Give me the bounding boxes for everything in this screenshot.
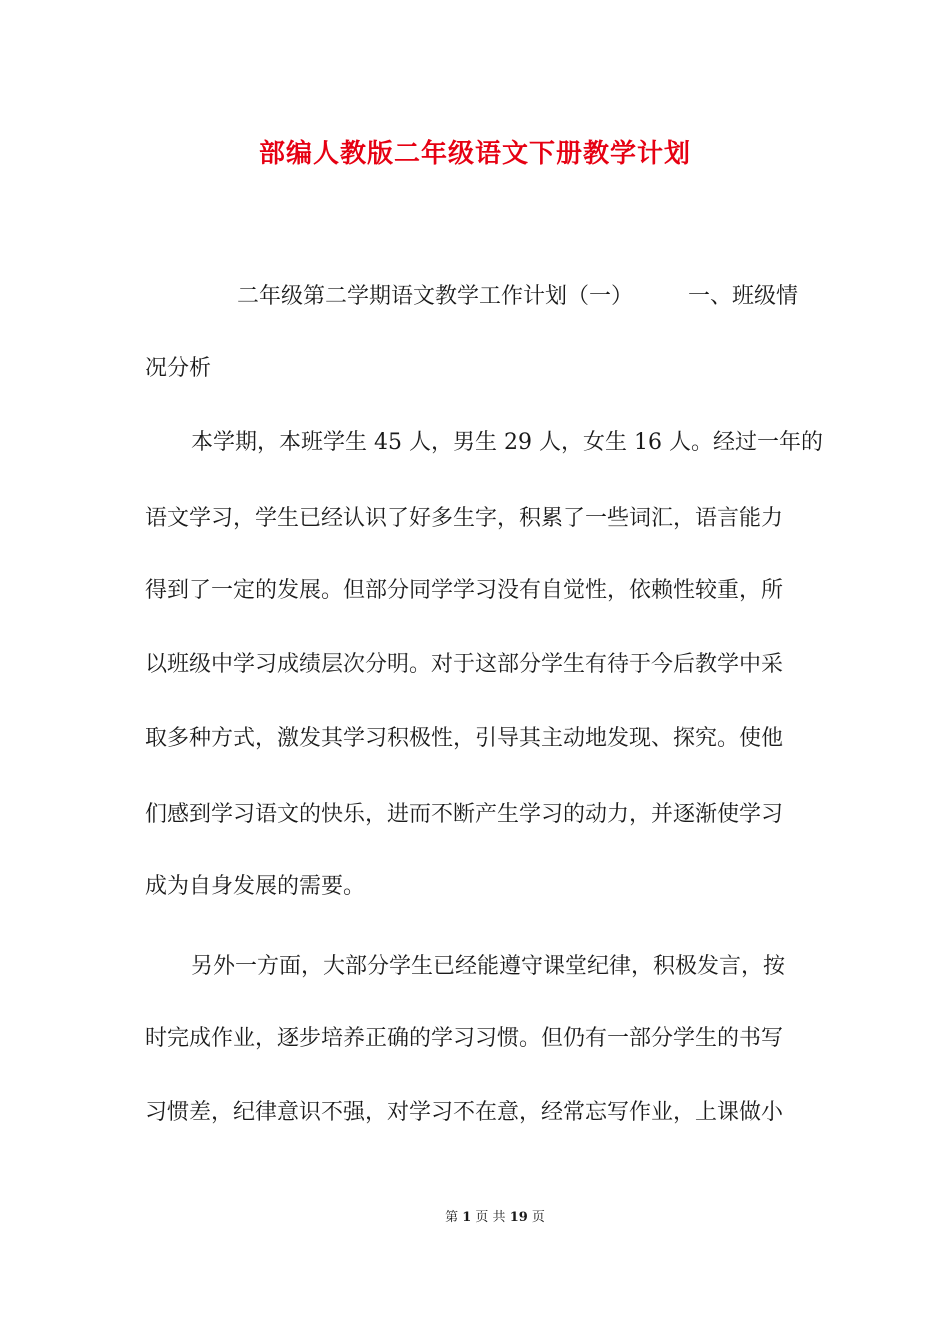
footer-total-pages: 19 [509, 1210, 528, 1225]
body-line: 以班级中学习成绩层次分明。对于这部分学生有待于今后教学中采 [145, 652, 784, 677]
body-line: 取多种方式，激发其学习积极性，引导其主动地发现、探究。使他 [145, 726, 784, 751]
body-line: 们感到学习语文的快乐，进而不断产生学习的动力，并逐渐使学习 [145, 802, 784, 827]
document-title: 部编人教版二年级语文下册教学计划 [258, 139, 691, 169]
body-line: 得到了一定的发展。但部分同学学习没有自觉性，依赖性较重，所 [145, 578, 784, 603]
body-line: 本学期，本班学生 45 人，男生 29 人，女生 16 人。经过一年的 [191, 430, 823, 455]
body-line: 时完成作业，逐步培养正确的学习习惯。但仍有一部分学生的书写 [145, 1026, 784, 1051]
body-line: 况分析 [145, 356, 212, 381]
footer-middle: 页 共 [475, 1210, 506, 1225]
body-line: 语文学习，学生已经认识了好多生字，积累了一些词汇，语言能力 [145, 506, 784, 531]
body-line: 另外一方面，大部分学生已经能遵守课堂纪律，积极发言，按 [191, 954, 786, 979]
body-line: 习惯差，纪律意识不强，对学习不在意，经常忘写作业，上课做小 [145, 1100, 784, 1125]
page-footer [0, 1208, 950, 1228]
footer-prefix: 第 [445, 1210, 459, 1225]
body-line: 成为自身发展的需要。 [145, 874, 366, 899]
body-line: 二年级第二学期语文教学工作计划（一） 一、班级情 [237, 284, 799, 309]
footer-current-page: 1 [462, 1210, 472, 1225]
footer-suffix: 页 [531, 1210, 545, 1225]
